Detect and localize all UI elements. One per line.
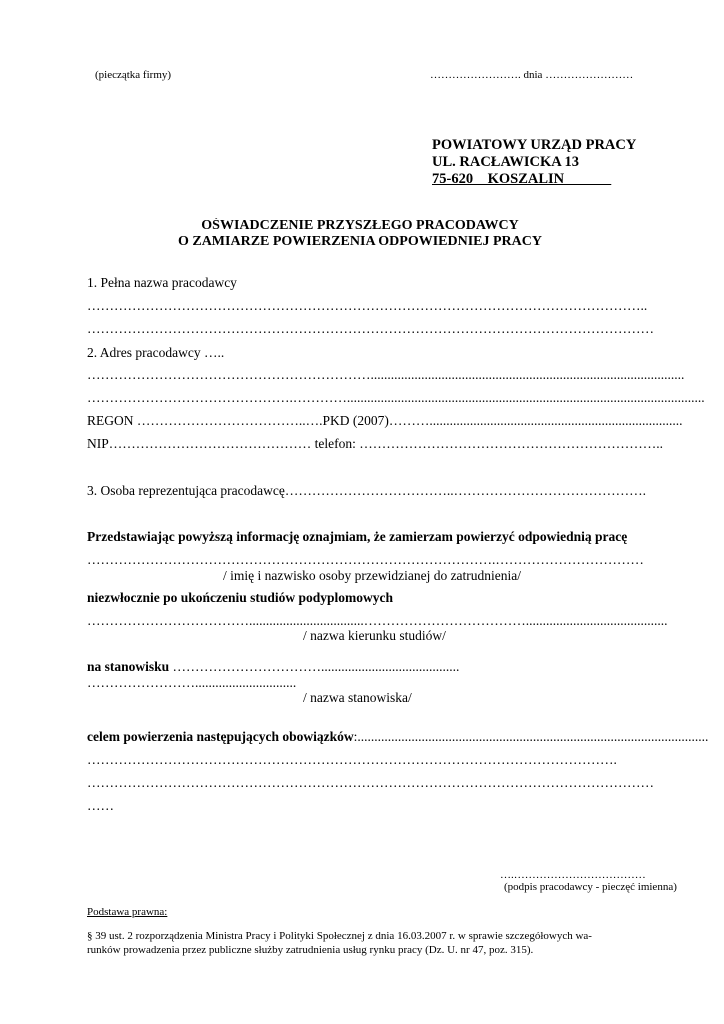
recipient-city: 75-620 KOSZALIN — [432, 171, 612, 187]
representative-line: 3. Osoba reprezentująca pracodawcę………………………………..……………………………………. — [87, 483, 647, 498]
regon-pkd-line: REGON ………………………………..….PKD (2007)………........................................................................... — [87, 413, 683, 428]
position-field-line2: …………………….............................. — [87, 675, 297, 690]
recipient-street: UL. RACŁAWICKA 13 — [432, 154, 580, 170]
employer-name-field-line1: …………………………………………………………………………………………………………….. — [87, 298, 648, 313]
person-field-line: ……………………………………………………………………………….…………………………… — [87, 552, 644, 567]
date-line: ……………………. dnia …………………… — [430, 69, 634, 81]
employer-name-field-line2: ……………………………………………………………………………………………………………… — [87, 321, 654, 336]
course-caption: / nazwa kierunku studiów/ — [303, 628, 446, 643]
person-caption: / imię i nazwisko osoby przewidzianej do zatrudnienia/ — [223, 568, 522, 583]
stamp-label: (pieczątka firmy) — [95, 69, 172, 81]
document-title-line1: OŚWIADCZENIE PRZYSZŁEGO PRACODAWCY — [201, 218, 519, 233]
nip-phone-line: NIP……………………………………… telefon: ………………………………………………………….. — [87, 436, 663, 451]
employer-address-field-line1: ………………………………………………………............................................................................................. — [87, 367, 685, 382]
legal-basis-heading: Podstawa prawna: — [87, 906, 168, 918]
signature-caption: (podpis pracodawcy - pieczęć imienna) — [504, 881, 677, 893]
duties-field-line1: :........................................................................................................ — [353, 729, 709, 744]
duties-field-line3: ……………………………………………………………………………………………………………… — [87, 775, 654, 790]
course-field-line: ………………………………..................................……………………………….......................................... — [87, 613, 668, 628]
duties-field-line2: ………………………………………………………………………………………………………. — [87, 752, 617, 767]
position-field-line1: ……………………………......................................... — [169, 659, 460, 674]
duties-row — [87, 729, 708, 745]
position-caption: / nazwa stanowiska/ — [303, 690, 412, 705]
position-row — [87, 659, 459, 675]
employer-address-label: 2. Adres pracodawcy ….. — [87, 345, 225, 360]
signature-line: ….……………………………… — [500, 869, 646, 881]
duties-field-line4: …… — [87, 798, 114, 813]
position-label: na stanowisku — [87, 659, 170, 674]
legal-basis-line1: § 39 ust. 2 rozporządzenia Ministra Pracy i Polityki Społecznej z dnia 16.03.2007 r. w sprawie szczegółowych wa- — [87, 930, 592, 942]
statement-text: Przedstawiając powyższą informację oznajmiam, że zamierzam powierzyć odpowiednią pracę — [87, 529, 628, 544]
employer-name-label: 1. Pełna nazwa pracodawcy — [87, 275, 237, 290]
document-title-line2: O ZAMIARZE POWIERZENIA ODPOWIEDNIEJ PRACY — [177, 234, 543, 249]
duties-label: celem powierzenia następujących obowiązków — [87, 729, 354, 744]
after-studies-text: niezwłocznie po ukończeniu studiów podyplomowych — [87, 590, 394, 605]
employer-address-field-line2: ……………………………………….………….......................................................................................................... — [87, 390, 705, 405]
recipient-office: POWIATOWY URZĄD PRACY — [432, 137, 637, 153]
legal-basis-line2: runków prowadzenia przez publiczne służby zatrudnienia usług rynku pracy (Dz. U. nr 47, poz. 315). — [87, 944, 534, 956]
